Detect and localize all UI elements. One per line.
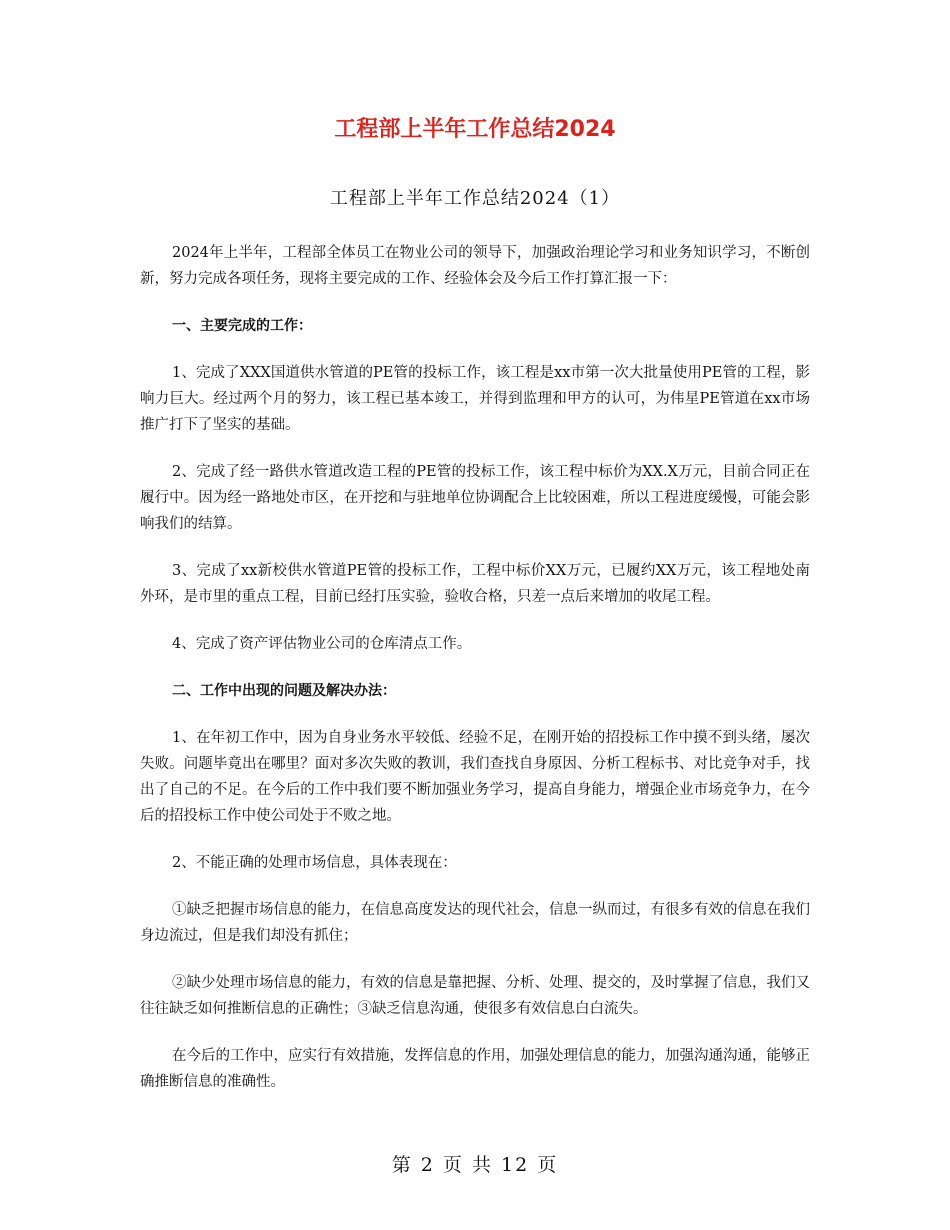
section-heading-2: 二、工作中出现的问题及解决办法：	[172, 683, 396, 699]
section-heading-1: 一、主要完成的工作：	[172, 318, 312, 334]
document-subtitle: 工程部上半年工作总结2024（1）	[329, 188, 621, 209]
paragraph-solution: 在今后的工作中，应实行有效措施，发挥信息的作用，加强处理信息的能力，加强沟通沟通，能够正确推断信息的准确性。	[140, 1048, 810, 1090]
paragraph-problem-1: 1、在年初工作中，因为自身业务水平较低、经验不足，在刚开始的招投标工作中摸不到头绪，屡次失败。问题毕竟出在哪里？面对多次失败的教训，我们查找自身原因、分析工程标书、对比竞争对手，找出了自己的不足。在今后的工作中我们要不断加强业务学习，提高自身能力，增强企业市场竞争力，在今后的招投标工作中使公司处于不败之地。	[140, 730, 810, 824]
paragraph-problem-2b: ②缺少处理市场信息的能力，有效的信息是靠把握、分析、处理、提交的，及时掌握了信息，我们又往往缺乏如何推断信息的正确性；③缺乏信息沟通，使很多有效信息白白流失。	[140, 975, 810, 1017]
document-body	[140, 240, 810, 1116]
paragraph-item-2: 2、完成了经一路供水管道改造工程的PE管的投标工作，该工程中标价为XX.X万元，目前合同正在履行中。因为经一路地处市区，在开挖和与驻地单位协调配合上比较困难，所以工程进度缓慢，可能会影响我们的结算。	[140, 464, 810, 532]
paragraph-item-1: 1、完成了XXX国道供水管道的PE管的投标工作，该工程是xx市第一次大批量使用PE管的工程，影响力巨大。经过两个月的努力，该工程已基本竣工，并得到监理和甲方的认可，为伟星PE管道在xx市场推广打下了坚实的基础。	[140, 365, 810, 433]
document-title: 工程部上半年工作总结2024	[334, 117, 616, 142]
paragraph-problem-2a: ①缺乏把握市场信息的能力，在信息高度发达的现代社会，信息一纵而过，有很多有效的信息在我们身边流过，但是我们却没有抓住；	[140, 902, 810, 944]
paragraph-problem-2: 2、不能正确的处理市场信息，具体表现在：	[172, 855, 457, 871]
paragraph-item-4: 4、完成了资产评估物业公司的仓库清点工作。	[172, 636, 472, 652]
page-number-footer: 第 2 页 共 12 页	[391, 1154, 559, 1176]
paragraph-item-3: 3、完成了xx新校供水管道PE管的投标工作，工程中标价XX万元，已履约XX万元，该工程地处南外环，是市里的重点工程，目前已经打压实验，验收合格，只差一点后来增加的收尾工程。	[140, 563, 810, 605]
paragraph-intro: 2024年上半年，工程部全体员工在物业公司的领导下，加强政治理论学习和业务知识学习，不断创新，努力完成各项任务，现将主要完成的工作、经验体会及今后工作打算汇报一下：	[140, 245, 810, 287]
